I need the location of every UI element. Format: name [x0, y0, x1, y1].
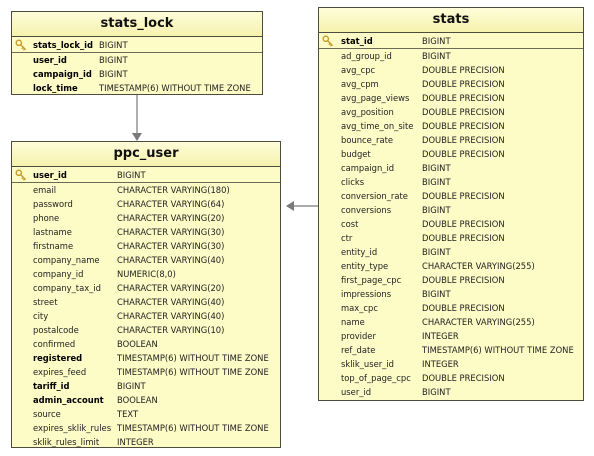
column-name: top_of_page_cpc: [341, 373, 411, 383]
primary-key-icon: [15, 169, 27, 181]
column-row[interactable]: [12, 239, 280, 253]
column-type: DOUBLE PRECISION: [422, 275, 505, 285]
column-row[interactable]: [319, 77, 583, 91]
column-name: clicks: [341, 177, 365, 187]
column-type: DOUBLE PRECISION: [422, 93, 505, 103]
column-name: phone: [33, 213, 60, 223]
column-list: [12, 37, 262, 95]
column-type: TEXT: [117, 409, 139, 419]
column-name: ad_group_id: [341, 51, 392, 61]
column-type: BIGINT: [422, 205, 451, 215]
column-row[interactable]: [319, 217, 583, 231]
column-row[interactable]: [12, 183, 280, 197]
column-type: BIGINT: [117, 381, 146, 391]
column-type: TIMESTAMP(6) WITHOUT TIME ZONE: [117, 353, 269, 363]
column-type: CHARACTER VARYING(30): [117, 227, 225, 237]
column-name: postalcode: [33, 325, 79, 335]
column-name: sklik_rules_limit: [33, 437, 100, 447]
column-type: BIGINT: [422, 51, 451, 61]
column-type: BIGINT: [99, 55, 128, 65]
column-name: ref_date: [341, 345, 376, 355]
column-row[interactable]: [319, 231, 583, 245]
column-name: firstname: [33, 241, 74, 251]
column-type: CHARACTER VARYING(180): [117, 185, 230, 195]
column-name: user_id: [341, 387, 372, 397]
column-row[interactable]: [319, 91, 583, 105]
column-row[interactable]: [319, 175, 583, 189]
column-row[interactable]: [12, 253, 280, 267]
column-row[interactable]: [12, 67, 262, 81]
column-row[interactable]: [12, 211, 280, 225]
column-name: lastname: [33, 227, 72, 237]
column-type: BIGINT: [422, 163, 451, 173]
column-row[interactable]: [319, 161, 583, 175]
column-type: DOUBLE PRECISION: [422, 373, 505, 383]
entity-title: stats: [319, 8, 583, 33]
column-name: impressions: [341, 289, 392, 299]
column-type: CHARACTER VARYING(40): [117, 255, 225, 265]
column-row[interactable]: [12, 309, 280, 323]
column-name: conversions: [341, 205, 392, 215]
column-row[interactable]: [12, 225, 280, 239]
column-row[interactable]: [319, 343, 583, 357]
column-row[interactable]: [12, 351, 280, 365]
column-type: INTEGER: [117, 437, 154, 447]
column-name: max_cpc: [341, 303, 378, 313]
column-type: CHARACTER VARYING(30): [117, 241, 225, 251]
column-row[interactable]: [319, 49, 583, 63]
arrow-head-ppc-user-right: [286, 201, 294, 211]
column-row[interactable]: [319, 147, 583, 161]
column-name: campaign_id: [33, 69, 92, 79]
column-type: CHARACTER VARYING(40): [117, 311, 225, 321]
column-type: TIMESTAMP(6) WITHOUT TIME ZONE: [117, 423, 269, 433]
column-type: TIMESTAMP(6) WITHOUT TIME ZONE: [117, 367, 269, 377]
entity-stats-lock[interactable]: [11, 11, 263, 95]
column-name: avg_time_on_site: [341, 121, 414, 131]
primary-key-icon: [15, 39, 27, 51]
column-list: [12, 167, 280, 449]
column-row[interactable]: [319, 315, 583, 329]
column-row[interactable]: [12, 379, 280, 393]
column-type: BOOLEAN: [117, 339, 158, 349]
column-row[interactable]: [12, 197, 280, 211]
column-type: NUMERIC(8,0): [117, 269, 176, 279]
column-row[interactable]: [12, 337, 280, 351]
column-name: company_tax_id: [33, 283, 101, 293]
column-type: CHARACTER VARYING(20): [117, 213, 225, 223]
column-type: DOUBLE PRECISION: [422, 191, 505, 201]
column-name: stat_id: [341, 36, 373, 46]
column-row[interactable]: [12, 421, 280, 435]
column-row[interactable]: [12, 323, 280, 337]
entity-stats[interactable]: [318, 7, 584, 401]
column-list: [319, 33, 583, 399]
entity-ppc-user[interactable]: [11, 141, 281, 448]
column-type: TIMESTAMP(6) WITHOUT TIME ZONE: [422, 345, 574, 355]
column-name: registered: [33, 353, 83, 363]
column-row[interactable]: [319, 301, 583, 315]
column-name: source: [33, 409, 61, 419]
column-row[interactable]: [319, 287, 583, 301]
column-name: entity_type: [341, 261, 389, 271]
column-row[interactable]: [319, 245, 583, 259]
column-row[interactable]: [12, 435, 280, 449]
column-type: BIGINT: [117, 170, 146, 180]
column-type: BIGINT: [422, 177, 451, 187]
column-name: cost: [341, 219, 359, 229]
column-type: BIGINT: [422, 387, 451, 397]
column-row[interactable]: [319, 329, 583, 343]
column-type: CHARACTER VARYING(40): [117, 297, 225, 307]
column-name: user_id: [33, 170, 67, 180]
column-name: avg_position: [341, 107, 394, 117]
column-type: DOUBLE PRECISION: [422, 135, 505, 145]
entity-title: ppc_user: [12, 142, 280, 167]
column-type: DOUBLE PRECISION: [422, 149, 505, 159]
column-name: name: [341, 317, 365, 327]
column-type: DOUBLE PRECISION: [422, 79, 505, 89]
column-name: street: [33, 297, 58, 307]
column-row[interactable]: [319, 105, 583, 119]
column-name: stats_lock_id: [33, 40, 94, 50]
column-row[interactable]: [12, 81, 262, 95]
column-row[interactable]: [319, 259, 583, 273]
column-type: INTEGER: [422, 331, 459, 341]
column-row[interactable]: [12, 295, 280, 309]
column-row[interactable]: [12, 267, 280, 281]
column-type: BIGINT: [99, 40, 128, 50]
column-name: conversion_rate: [341, 191, 408, 201]
column-name: confirmed: [33, 339, 76, 349]
column-name: avg_cpm: [341, 79, 379, 89]
arrow-head-ppc-user-top: [132, 133, 142, 141]
column-row[interactable]: [12, 53, 262, 67]
column-row[interactable]: [12, 393, 280, 407]
column-type: DOUBLE PRECISION: [422, 121, 505, 131]
column-name: provider: [341, 331, 376, 341]
column-name: avg_cpc: [341, 65, 376, 75]
column-row[interactable]: [12, 365, 280, 379]
primary-key-icon: [322, 35, 334, 47]
column-row[interactable]: [319, 273, 583, 287]
column-row[interactable]: [319, 34, 583, 49]
column-type: DOUBLE PRECISION: [422, 233, 505, 243]
column-name: budget: [341, 149, 371, 159]
column-type: CHARACTER VARYING(64): [117, 199, 225, 209]
column-name: first_page_cpc: [341, 275, 402, 285]
column-row[interactable]: [12, 407, 280, 421]
column-row[interactable]: [12, 281, 280, 295]
column-type: BIGINT: [422, 247, 451, 257]
column-name: admin_account: [33, 395, 104, 405]
column-name: campaign_id: [341, 163, 395, 173]
column-row[interactable]: [319, 63, 583, 77]
column-name: email: [33, 185, 57, 195]
column-name: entity_id: [341, 247, 378, 257]
column-type: BIGINT: [422, 36, 451, 46]
column-row[interactable]: [319, 385, 583, 399]
column-name: avg_page_views: [341, 93, 410, 103]
column-name: expires_feed: [33, 367, 87, 377]
column-row[interactable]: [12, 38, 262, 53]
column-name: city: [33, 311, 49, 321]
column-row[interactable]: [319, 133, 583, 147]
column-type: TIMESTAMP(6) WITHOUT TIME ZONE: [99, 83, 251, 93]
column-name: user_id: [33, 55, 67, 65]
column-name: lock_time: [33, 83, 78, 93]
column-name: expires_sklik_rules: [33, 423, 112, 433]
column-name: sklik_user_id: [341, 359, 395, 369]
column-type: CHARACTER VARYING(10): [117, 325, 225, 335]
column-type: DOUBLE PRECISION: [422, 107, 505, 117]
column-type: CHARACTER VARYING(255): [422, 261, 535, 271]
column-row[interactable]: [319, 119, 583, 133]
column-type: CHARACTER VARYING(255): [422, 317, 535, 327]
column-type: DOUBLE PRECISION: [422, 219, 505, 229]
entity-title: stats_lock: [12, 12, 262, 37]
column-type: INTEGER: [422, 359, 459, 369]
column-type: BIGINT: [99, 69, 128, 79]
column-type: DOUBLE PRECISION: [422, 303, 505, 313]
column-name: company_name: [33, 255, 100, 265]
column-type: BOOLEAN: [117, 395, 158, 405]
column-row[interactable]: [319, 189, 583, 203]
column-type: CHARACTER VARYING(20): [117, 283, 225, 293]
column-type: DOUBLE PRECISION: [422, 65, 505, 75]
column-name: ctr: [341, 233, 353, 243]
column-row[interactable]: [12, 168, 280, 183]
column-name: company_id: [33, 269, 84, 279]
column-type: BIGINT: [422, 289, 451, 299]
column-row[interactable]: [319, 357, 583, 371]
column-row[interactable]: [319, 203, 583, 217]
column-name: tariff_id: [33, 381, 70, 391]
column-name: password: [33, 199, 73, 209]
column-row[interactable]: [319, 371, 583, 385]
column-name: bounce_rate: [341, 135, 394, 145]
